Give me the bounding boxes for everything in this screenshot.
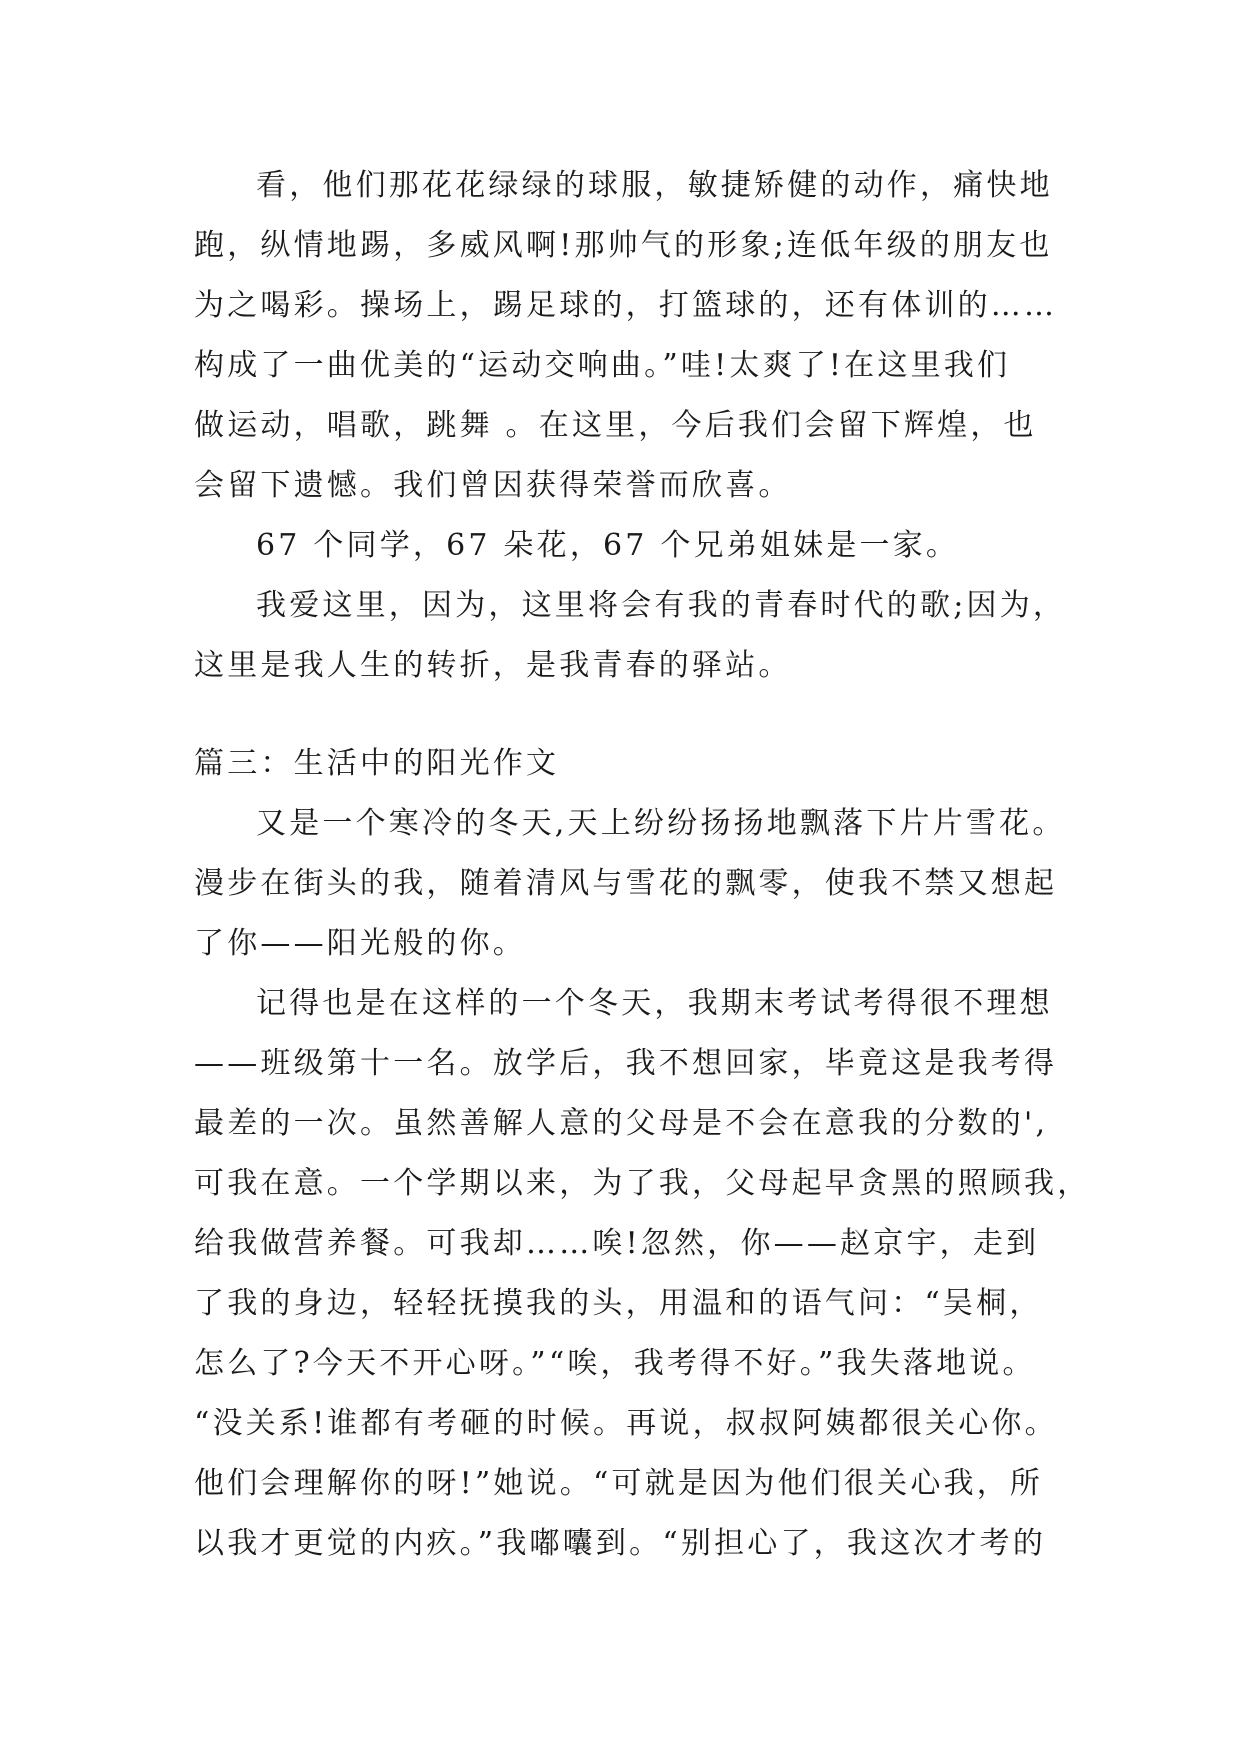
paragraph-line: 我爱这里，因为，这里将会有我的青春时代的歌;因为， xyxy=(256,588,1067,623)
paragraph-line: 记得也是在这样的一个冬天，我期末考试考得很不理想 xyxy=(256,986,1053,1021)
paragraph-line: ——班级第十一名。放学后，我不想回家，毕竟这是我考得 xyxy=(194,1046,1058,1081)
paragraph-line: 看，他们那花花绿绿的球服，敏捷矫健的动作，痛快地 xyxy=(256,168,1053,203)
paragraph-line: 给我做营养餐。可我却……唉!忽然，你——赵京宇，走到 xyxy=(194,1226,1040,1261)
paragraph-line: 构成了一曲优美的“运动交响曲。”哇!太爽了!在这里我们 xyxy=(194,348,1011,383)
paragraph-line: 这里是我人生的转折，是我青春的驿站。 xyxy=(194,648,792,683)
paragraph-line: 了我的身边，轻轻抚摸我的头，用温和的语气问：“吴桐， xyxy=(194,1286,1043,1321)
paragraph-line: 漫步在街头的我，随着清风与雪花的飘零，使我不禁又想起 xyxy=(194,866,1058,901)
paragraph-line: 以我才更觉的内疚。”我嘟囔到。“别担心了，我这次才考的 xyxy=(194,1526,1047,1561)
paragraph-line: 67 个同学，67 朵花，67 个兄弟姐妹是一家。 xyxy=(256,528,960,563)
paragraph-line: 会留下遗憾。我们曾因获得荣誉而欣喜。 xyxy=(194,468,792,503)
paragraph-line: “没关系!谁都有考砸的时候。再说，叔叔阿姨都很关心你。 xyxy=(194,1406,1058,1441)
paragraph-line: 为之喝彩。操场上，踢足球的，打篮球的，还有体训的…… xyxy=(194,288,1058,323)
paragraph-line: 跑，纵情地踢，多威风啊!那帅气的形象;连低年级的朋友也 xyxy=(194,228,1053,263)
paragraph-line: 可我在意。一个学期以来，为了我，父母起早贪黑的照顾我， xyxy=(194,1166,1091,1201)
section-heading: 篇三：生活中的阳光作文 xyxy=(194,746,560,781)
paragraph-line: 怎么了?今天不开心呀。”“唉，我考得不好。”我失落地说。 xyxy=(194,1346,1036,1381)
paragraph-line: 做运动，唱歌，跳舞 。在这里，今后我们会留下辉煌，也 xyxy=(194,408,1037,443)
paragraph-line: 他们会理解你的呀!”她说。“可就是因为他们很关心我，所 xyxy=(194,1466,1044,1501)
paragraph-line: 最差的一次。虽然善解人意的父母是不会在意我的分数的', xyxy=(194,1106,1049,1141)
paragraph-line: 又是一个寒冷的冬天,天上纷纷扬扬地飘落下片片雪花。 xyxy=(256,806,1066,841)
paragraph-line: 了你——阳光般的你。 xyxy=(194,926,526,961)
